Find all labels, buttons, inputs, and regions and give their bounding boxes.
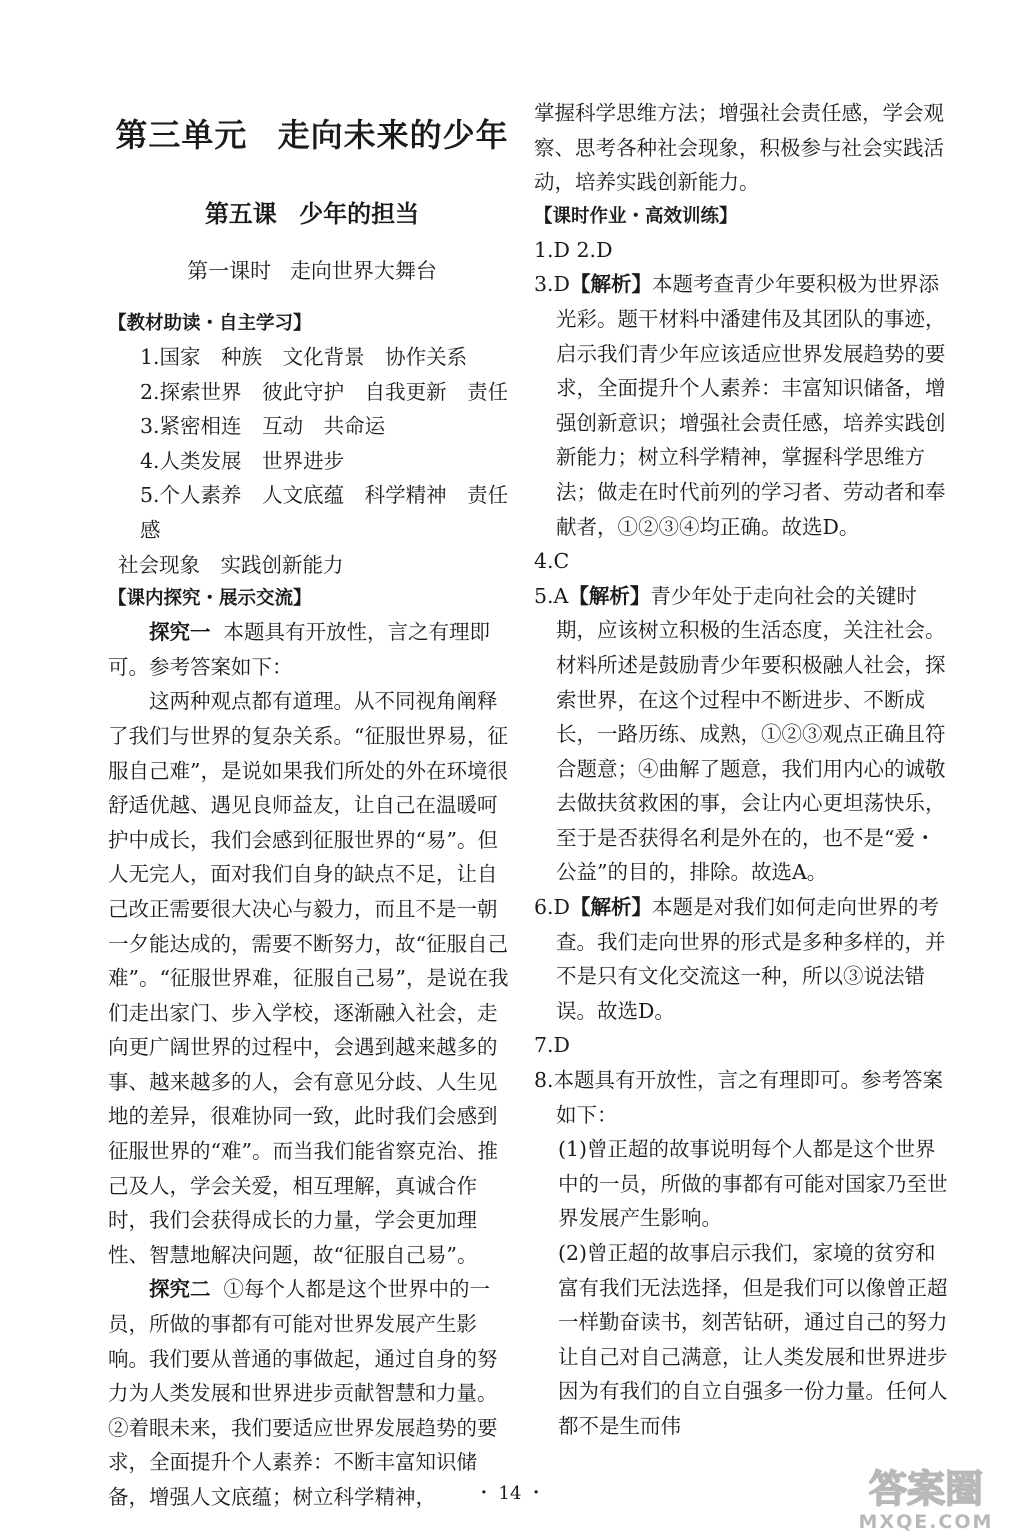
answer-1-2: 1.D 2.D [534, 237, 613, 262]
answer-item: 3.紧密相连 互动 共命运 [140, 414, 386, 439]
answer-7: 7.D [534, 1033, 570, 1058]
answer-6 [534, 890, 952, 1028]
watermark-logo [838, 1458, 1014, 1532]
answer-6-choice: 6.D [534, 895, 570, 920]
section-heading-in-class-exploration: 【课内探究・展示交流】 [108, 588, 312, 610]
answer-3-text: 本题考查青少年要积极为世界添光彩。题干材料中潘建伟及其团队的事迹，启示我们青少年应该适应世界发展趋势的要求，全面提升个人素养：丰富知识储备，增强创新意识；增强社会责任感，培养实践创新能力；树立科学精神，掌握科学思维方法；做走在时代前列的学习者、劳动者和奉献者，①②③④均正确。故选D。 [556, 272, 946, 539]
analysis-tag: 【解析】 [568, 583, 651, 608]
exploration-one-intro [108, 615, 516, 684]
answer-8: 8.本题具有开放性，言之有理即可。参考答案如下： [534, 1068, 944, 1127]
answer-item: 2.探索世界 彼此守护 自我更新 责任 [140, 379, 509, 404]
answer-3-choice: 3.D [534, 272, 570, 297]
answer-6-text: 本题是对我们如何走向世界的考查。我们走向世界的形式是多种多样的，并不是只有文化交流这一种，所以③说法错误。故选D。 [556, 895, 946, 1023]
exploration-one-intro-text: 本题具有开放性，言之有理即可。参考答案如下： [108, 620, 491, 679]
exploration-two-text: ①每个人都是这个世界中的一员，所做的事都有可能对世界发展产生影响。我们要从普通的事做起，通过自身的努力为人类发展和世界进步贡献智慧和力量。②着眼未来，我们要适应世界发展趋势的要求，全面提升个人素养：不断丰富知识储备，增强人文底蕴；树立科学精神， [108, 1277, 498, 1509]
answer-5-text: 青少年处于走向社会的关键时期，应该树立积极的生活态度，关注社会。材料所述是鼓励青少年要积极融人社会，探索世界，在这个过程中不断进步、不断成长，一路历练、成熟，①②③观点正确且符合题意；④曲解了题意，我们用内心的诚敬去做扶贫救困的事，会让内心更坦荡快乐，至于是否获得名利是外在的，也不是“爱・公益”的目的，排除。故选A。 [556, 583, 946, 885]
watermark-text: 答案圈 [868, 1467, 984, 1511]
answer-5-choice: 5.A [534, 583, 569, 608]
analysis-tag: 【解析】 [570, 272, 652, 297]
section-heading-homework: 【课时作业・高效训练】 [534, 205, 738, 227]
answer-item-continuation: 社会现象 实践创新能力 [118, 552, 344, 577]
exploration-one-body: 这两种观点都有道理。从不同视角阐释了我们与世界的复杂关系。“征服世界易，征服自己难”，是说如果我们所处的外在环境很舒适优越、遇见良师益友，让自己在温暖呵护中成长，我们会感到征服世界的“易”。但人无完人，面对我们自身的缺点不足，让自己改正需要很大决心与毅力，而且不是一朝一夕能达成的，需要不断努力，故“征服自己难”。“征服世界难，征服自己易”，是说在我们走出家门、步入学校，逐渐融入社会，走向更广阔世界的过程中，会遇到越来越多的事、越来越多的人，会有意见分歧、人生见地的差异，很难协同一致，此时我们会感到征服世界的“难”。而当我们能省察克治、推己及人，学会关爱，相互理解，真诚合作时，我们会获得成长的力量，学会更加理性、智慧地解决问题，故“征服自己易”。 [108, 689, 509, 1267]
exploration-one-label: 探究一 [149, 620, 211, 645]
answer-item: 4.人类发展 世界进步 [140, 448, 345, 473]
answer-4: 4.C [534, 549, 570, 574]
analysis-tag: 【解析】 [570, 895, 652, 920]
answer-8-part-1: (1)曾正超的故事说明每个人都是这个世界中的一员，所做的事都有可能对国家乃至世界发展产生影响。 [558, 1137, 948, 1231]
exploration-two-label: 探究二 [149, 1277, 211, 1302]
lesson-title: 第五课 少年的担当 [204, 200, 420, 228]
page-number: ・ 14 ・ [474, 1483, 546, 1504]
section-heading-textbook-reading: 【教材助读・自主学习】 [108, 313, 312, 334]
period-title: 第一课时 走向世界大舞台 [187, 259, 437, 283]
answer-5 [534, 579, 952, 890]
answer-item: 5.个人素养 人文底蕴 科学精神 责任感 [140, 483, 509, 542]
left-column [108, 96, 516, 1515]
answer-item: 1.国家 种族 文化背景 协作关系 [140, 345, 468, 369]
answer-8-part-2: (2)曾正超的故事启示我们，家境的贫穷和富有我们无法选择，但是我们可以像曾正超一样勤奋读书，刻苦钻研，通过自己的努力让自己对自己满意，让人类发展和世界进步因为有我们的自立自强多一份力量。任何人都不是生而伟 [558, 1241, 948, 1438]
unit-title: 第三单元 走向未来的少年 [115, 116, 509, 154]
answer-3 [534, 267, 952, 544]
right-column [534, 96, 952, 1444]
watermark-url: MXQE.COM [858, 1511, 994, 1532]
continued-text: 掌握科学思维方法；增强社会责任感，学会观察、思考各种社会现象，积极参与社会实践活动，培养实践创新能力。 [534, 101, 944, 195]
